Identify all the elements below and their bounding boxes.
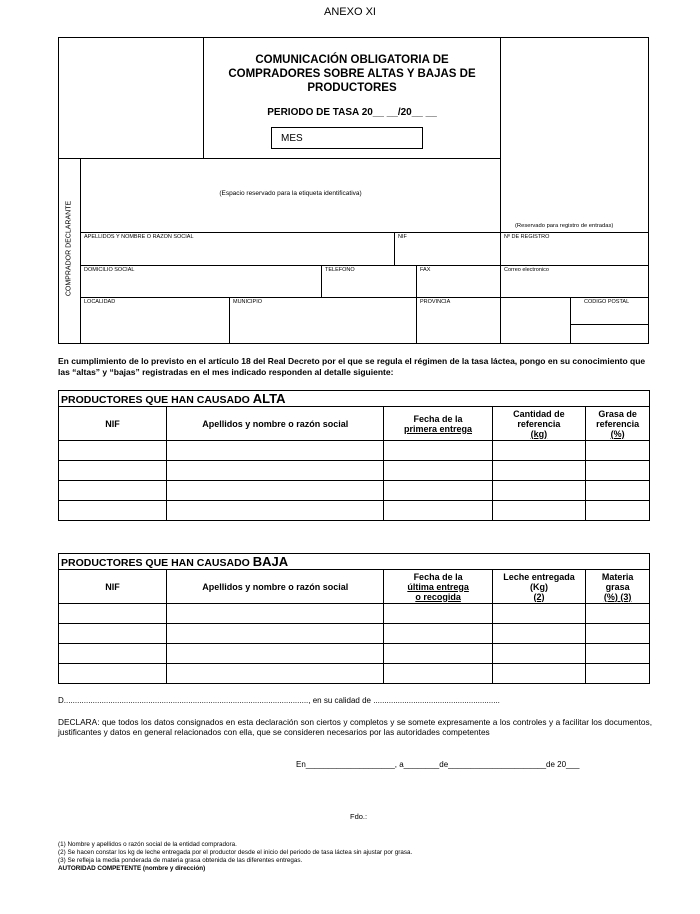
baja-col-date-line2: última entrega <box>407 581 469 592</box>
field-email[interactable]: Correo electronico <box>504 267 549 273</box>
baja-cell[interactable] <box>384 624 492 644</box>
alta-cell[interactable] <box>167 481 384 501</box>
alta-col-fat-line1: Grasa de <box>598 408 637 419</box>
alta-cell[interactable] <box>59 481 167 501</box>
baja-col-date-line3: o recogida <box>415 591 461 602</box>
baja-cell[interactable] <box>586 664 650 684</box>
alta-cell[interactable] <box>59 441 167 461</box>
table-row <box>59 481 650 501</box>
alta-cell[interactable] <box>492 481 586 501</box>
baja-cell[interactable] <box>384 644 492 664</box>
alta-cell[interactable] <box>59 501 167 521</box>
form-title <box>204 53 500 95</box>
form-title-line2: COMPRADORES SOBRE ALTAS Y BAJAS DE <box>228 68 476 80</box>
form-title-line1: COMUNICACIÓN OBLIGATORIA DE <box>255 54 449 66</box>
baja-col-fat-line2: grasa <box>605 581 630 592</box>
table-row <box>59 644 650 664</box>
form-title-line3: PRODUCTORES <box>307 82 397 94</box>
label-space-text: (Espacio reservado para la etiqueta identificativa) <box>219 190 362 197</box>
baja-cell[interactable] <box>586 604 650 624</box>
field-province[interactable]: PROVINCIA <box>420 299 451 305</box>
annex-title: ANEXO XI <box>324 6 376 18</box>
alta-cell[interactable] <box>384 501 492 521</box>
alta-cell[interactable] <box>167 441 384 461</box>
table-row <box>59 624 650 644</box>
baja-table <box>58 553 650 684</box>
alta-col-nif: NIF <box>59 407 167 441</box>
reserved-entries-text: (Reservado para registro de entradas) <box>515 223 614 229</box>
place-date-line[interactable]: En____________________, a________de______________________de 20___ <box>296 760 580 769</box>
baja-col-fat-line1: Materia <box>601 571 634 582</box>
alta-title-word: ALTA <box>252 391 286 406</box>
declaration-text: DECLARA: que todos los datos consignados en esta declaración son ciertos y completos y se somete expresamente a los controles y a facilitar los documentos, justificantes y datos en general relacionados con ella, que se consideren necesarios por las autoridades competentes <box>58 717 652 737</box>
alta-cell[interactable] <box>167 461 384 481</box>
signature-label[interactable]: Fdo.: <box>350 812 368 821</box>
alta-cell[interactable] <box>586 461 650 481</box>
alta-col-qty-line1: Cantidad de <box>513 408 565 419</box>
alta-col-first-delivery <box>384 407 492 441</box>
baja-table-title <box>59 554 650 570</box>
alta-col-qty-line3: (kg) <box>530 428 548 439</box>
footnote-1: (1) Nombre y apellidos o razón social de la entidad compradora. <box>58 841 237 848</box>
field-nif[interactable]: NIF <box>398 234 407 240</box>
alta-col-date-line1: Fecha de la <box>413 413 463 424</box>
baja-col-milk-line1: Leche entregada <box>503 571 575 582</box>
month-label: MES <box>281 133 303 144</box>
field-phone[interactable]: TELEFONO <box>325 267 355 273</box>
alta-cell[interactable] <box>384 441 492 461</box>
alta-col-fat-line2: referencia <box>596 418 640 429</box>
alta-cell[interactable] <box>492 461 586 481</box>
alta-cell[interactable] <box>586 481 650 501</box>
footnotes <box>58 841 658 873</box>
baja-cell[interactable] <box>384 664 492 684</box>
table-row <box>59 604 650 624</box>
baja-col-fat <box>586 570 650 604</box>
baja-title-word: BAJA <box>252 554 289 569</box>
baja-col-last-delivery <box>384 570 492 604</box>
baja-title-prefix: PRODUCTORES QUE HAN CAUSADO <box>61 557 253 569</box>
alta-col-name: Apellidos y nombre o razón social <box>167 407 384 441</box>
baja-cell[interactable] <box>167 664 384 684</box>
month-field[interactable] <box>271 127 423 149</box>
baja-col-milk-delivered <box>492 570 586 604</box>
baja-cell[interactable] <box>586 624 650 644</box>
baja-cell[interactable] <box>492 604 586 624</box>
alta-cell[interactable] <box>492 441 586 461</box>
footnote-3: (3) Se refleja la media ponderada de materia grasa obtenida de las diferentes entregas. <box>58 857 303 864</box>
field-registry-number[interactable]: Nº DE REGISTRO <box>504 234 550 240</box>
baja-cell[interactable] <box>586 644 650 664</box>
footnote-2: (2) Se hacen constar los kg de leche entregada por el productor desde el inicio del periodo de tasa láctea sin ajustar por grasa. <box>58 849 413 856</box>
baja-cell[interactable] <box>59 604 167 624</box>
alta-col-qty-line2: referencia <box>517 418 561 429</box>
baja-cell[interactable] <box>59 644 167 664</box>
alta-col-reference-fat <box>586 407 650 441</box>
competent-authority: AUTORIDAD COMPETENTE (nombre y dirección) <box>58 865 206 872</box>
baja-cell[interactable] <box>492 644 586 664</box>
intro-paragraph: En cumplimiento de lo previsto en el artículo 18 del Real Decreto por el que se regula el régimen de la tasa láctea, pongo en su conocimiento que las “altas” y “bajas” registradas en el mes indicado responden al detalle siguiente: <box>58 356 646 377</box>
field-surname-name[interactable]: APELLIDOS Y NOMBRE O RAZON SOCIAL <box>84 234 194 240</box>
alta-cell[interactable] <box>384 461 492 481</box>
baja-col-milk-line3: (2) <box>533 591 545 602</box>
alta-title-prefix: PRODUCTORES QUE HAN CAUSADO <box>61 394 253 406</box>
alta-cell[interactable] <box>492 501 586 521</box>
alta-table <box>58 390 650 521</box>
baja-col-name: Apellidos y nombre o razón social <box>167 570 384 604</box>
field-municipality[interactable]: MUNICIPIO <box>233 299 263 305</box>
baja-col-nif: NIF <box>59 570 167 604</box>
field-postal-code[interactable]: CODIGO POSTAL <box>584 299 630 305</box>
table-row <box>59 441 650 461</box>
alta-table-title <box>59 391 650 407</box>
baja-cell[interactable] <box>492 624 586 644</box>
table-row <box>59 664 650 684</box>
baja-cell[interactable] <box>492 664 586 684</box>
declarant-name-line[interactable]: D.............................................................................................................., en su calidad de ......................................................... <box>58 696 500 705</box>
field-fax[interactable]: FAX <box>420 267 431 273</box>
alta-cell[interactable] <box>167 501 384 521</box>
alta-cell[interactable] <box>59 461 167 481</box>
baja-col-milk-line2: (Kg) <box>530 581 548 592</box>
table-row <box>59 461 650 481</box>
alta-cell[interactable] <box>586 441 650 461</box>
baja-col-fat-line3: (%) (3) <box>603 591 632 602</box>
alta-col-fat-line3: (%) <box>610 428 625 439</box>
baja-cell[interactable] <box>167 644 384 664</box>
declarant-side-label: COMPRADOR DECLARANTE <box>65 200 73 297</box>
field-locality[interactable]: LOCALIDAD <box>84 299 116 305</box>
alta-cell[interactable] <box>384 481 492 501</box>
alta-col-reference-quantity <box>492 407 586 441</box>
baja-cell[interactable] <box>59 664 167 684</box>
alta-cell[interactable] <box>586 501 650 521</box>
baja-cell[interactable] <box>384 604 492 624</box>
baja-cell[interactable] <box>167 624 384 644</box>
table-row <box>59 501 650 521</box>
baja-cell[interactable] <box>59 624 167 644</box>
field-address[interactable]: DOMICILIO SOCIAL <box>84 267 135 273</box>
declarant-side-cell <box>58 158 80 344</box>
alta-col-date-line2: primera entrega <box>403 423 473 434</box>
baja-col-date-line1: Fecha de la <box>413 571 463 582</box>
period-label: PERIODO DE TASA 20__ __/20__ __ <box>267 107 437 118</box>
baja-cell[interactable] <box>167 604 384 624</box>
